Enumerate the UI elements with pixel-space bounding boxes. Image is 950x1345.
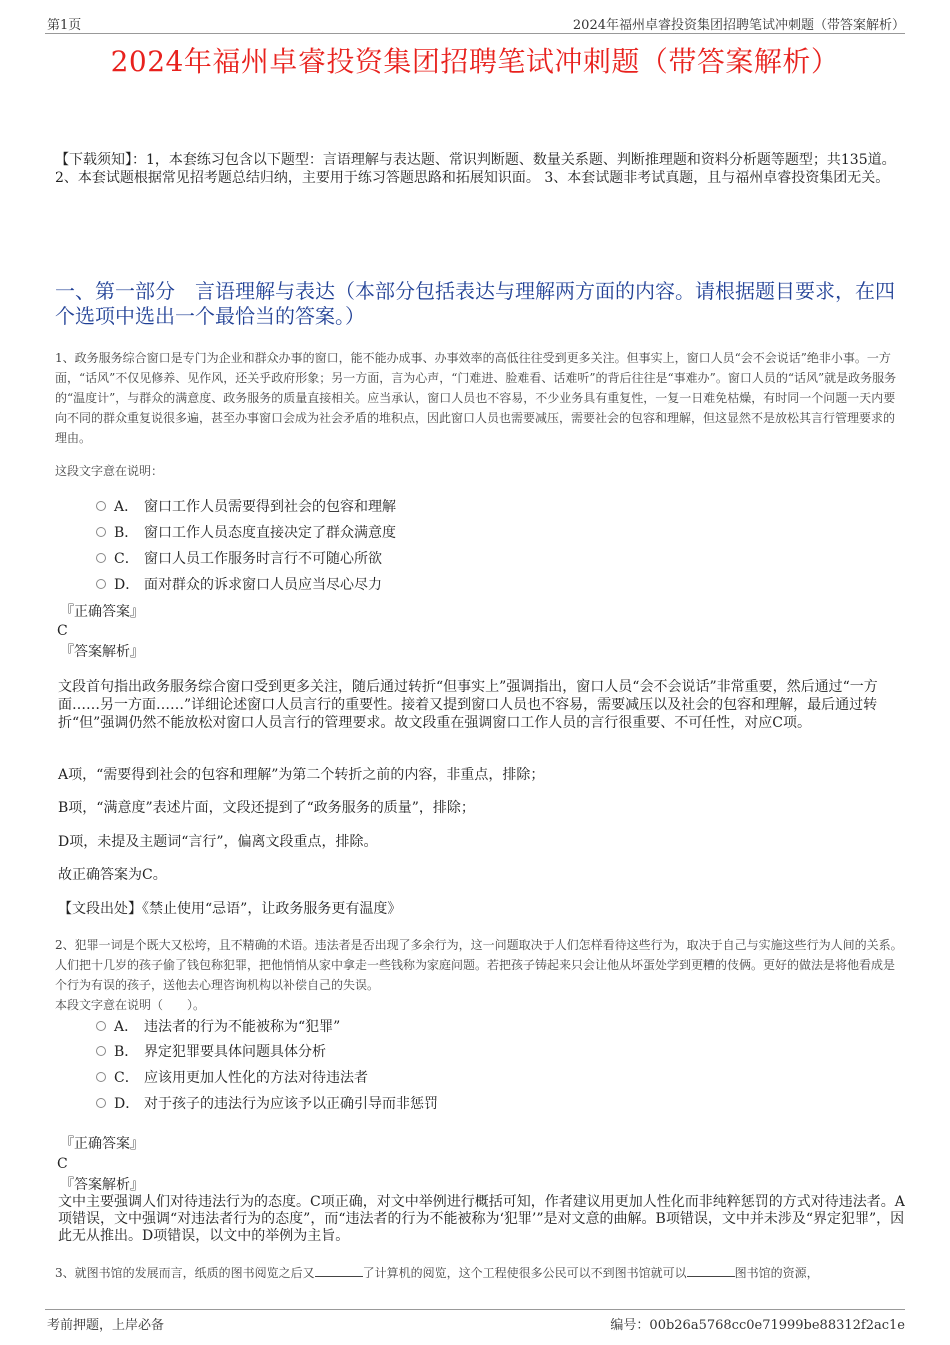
- option-text: 违法者的行为不能被称为“犯罪”: [144, 1019, 341, 1035]
- question-1-analysis-b: B项，“满意度”表述片面，文段还提到了“政务服务的质量”，排除；: [58, 800, 475, 816]
- question-2-option-c[interactable]: [96, 1069, 368, 1087]
- option-letter: B．: [114, 525, 139, 541]
- option-text: 界定犯罪要具体问题具体分析: [144, 1044, 326, 1060]
- question-1-analysis-a: A项，“需要得到社会的包容和理解”为第二个转折之前的内容，非重点，排除；: [58, 767, 545, 783]
- option-letter: C．: [114, 1070, 139, 1086]
- question-2-analysis: 文中主要强调人们对待违法行为的态度。C项正确，对文中举例进行概括可知，作者建议用更加人性化而非纯粹惩罚的方式对待违法者。A项错误，文中强调“对违法者行为的态度”，而“违法者的行为不能被称为‘犯罪’”是对文意的曲解。B项错误，文中并未涉及“界定犯罪”，因此无从推出。D项错误，以文中的举例为主旨。: [58, 1194, 905, 1244]
- question-2-answer-label: 『正确答案』: [60, 1136, 144, 1152]
- question-1-option-d[interactable]: [96, 576, 382, 594]
- question-1-answer: C: [57, 623, 68, 639]
- radio-icon[interactable]: [96, 553, 106, 563]
- question-1-answer-label: 『正确答案』: [60, 604, 144, 620]
- footer-slogan: 考前押题，上岸必备: [47, 1318, 165, 1333]
- option-letter: D．: [114, 1096, 140, 1112]
- option-text: 窗口人员工作服务时言行不可随心所欲: [144, 551, 382, 567]
- question-2-option-d[interactable]: [96, 1095, 438, 1113]
- question-1-analysis-label: 『答案解析』: [60, 644, 144, 660]
- radio-icon[interactable]: [96, 1072, 106, 1082]
- option-text: 应该用更加人性化的方法对待违法者: [144, 1070, 368, 1086]
- question-2-option-a[interactable]: [96, 1018, 340, 1036]
- radio-icon[interactable]: [96, 1046, 106, 1056]
- option-letter: C．: [114, 551, 139, 567]
- header-doc-title: 2024年福州卓睿投资集团招聘笔试冲刺题（带答案解析）: [572, 18, 905, 33]
- question-2-analysis-label: 『答案解析』: [60, 1177, 144, 1193]
- option-text: 面对群众的诉求窗口人员应当尽心尽力: [144, 577, 382, 593]
- header-divider: [45, 33, 905, 34]
- radio-icon[interactable]: [96, 579, 106, 589]
- page-title: 2024年福州卓睿投资集团招聘笔试冲刺题（带答案解析）: [110, 45, 840, 78]
- option-text: 窗口工作人员态度直接决定了群众满意度: [144, 525, 396, 541]
- page-number: 第1页: [47, 18, 82, 33]
- question-3-stem-part-2: 了计算机的阅览，这个工程使很多公民可以不到图书馆就可以: [362, 1266, 687, 1280]
- question-3-stem: [55, 1263, 915, 1283]
- question-1-option-a[interactable]: [96, 498, 396, 516]
- footer-divider: [45, 1309, 905, 1310]
- option-letter: A．: [114, 499, 139, 515]
- radio-icon[interactable]: [96, 527, 106, 537]
- question-1-conclusion: 故正确答案为C。: [58, 867, 167, 883]
- section-heading: 一、第一部分 言语理解与表达（本部分包括表达与理解两方面的内容。请根据题目要求，在四个选项中选出一个最恰当的答案。）: [55, 279, 895, 328]
- option-letter: B．: [114, 1044, 139, 1060]
- fill-blank[interactable]: [315, 1264, 363, 1277]
- question-3-stem-part-3: 图书馆的资源，: [734, 1266, 819, 1280]
- question-2-stem: 2、犯罪一词是个既大又松垮，且不精确的术语。违法者是否出现了多余行为，这一问题取决于人们怎样看待这些行为，取决于自己与实施这些行为人间的关系。人们把十几岁的孩子偷了钱包称犯罪，把他悄悄从家中拿走一些钱称为家庭问题。若把孩子铸起来只会让他从坏蛋处学到更糟的伎俩。更好的做法是将他看成是个行为有误的孩子，送他去心理咨询机构以补偿自己的失误。: [55, 938, 903, 992]
- option-text: 窗口工作人员需要得到社会的包容和理解: [144, 499, 396, 515]
- option-letter: D．: [114, 577, 140, 593]
- question-1-analysis-main: 文段首句指出政务服务综合窗口受到更多关注，随后通过转折“但事实上”强调指出，窗口人员“会不会说话”非常重要，然后通过“一方面……另一方面……”详细论述窗口人员言行的重要性。接着又提到窗口人员也不容易，需要减压以及社会的包容和理解，最后通过转折“但”强调仍然不能放松对窗口人员言行的管理要求。故文段重在强调窗口工作人员的言行很重要、不可任性，对应C项。: [58, 679, 878, 731]
- fill-blank[interactable]: [687, 1264, 735, 1277]
- question-2-answer: C: [57, 1156, 68, 1172]
- radio-icon[interactable]: [96, 1021, 106, 1031]
- question-3-stem-part-1: 3、就图书馆的发展而言，纸质的图书阅览之后又: [55, 1266, 315, 1280]
- option-letter: A．: [114, 1019, 139, 1035]
- question-2-option-b[interactable]: [96, 1043, 326, 1061]
- question-1-stem: 1、政务服务综合窗口是专门为企业和群众办事的窗口，能不能办成事、办事效率的高低往往受到更多关注。但事实上，窗口人员“会不会说话”绝非小事。一方面，“话风”不仅见修养、见作风，还关乎政府形象；另一方面，言为心声，“门难进、脸难看、话难听”的背后往往是“事难办”。窗口人员的“话风”就是政务服务的“温度计”，与群众的满意度、政务服务的质量直接相关。应当承认，窗口人员也不容易，不少业务具有重复性，一复一日难免枯燥，有时同一个问题一天内要向不同的群众重复说很多遍，甚至办事窗口会成为社会矛盾的堆积点，因此窗口人员也需要减压，需要社会的包容和理解，但这显然不是放松其言行管理要求的理由。: [55, 351, 897, 445]
- radio-icon[interactable]: [96, 501, 106, 511]
- question-1-source: 【文段出处】《禁止使用“忌语”，让政务服务更有温度》: [58, 901, 402, 917]
- footer-serial-number: 编号：00b26a5768cc0e71999be88312f2ac1e: [610, 1318, 905, 1333]
- question-1-option-b[interactable]: [96, 524, 396, 542]
- question-1-analysis-d: D项，未提及主题词“言行”，偏离文段重点，排除。: [58, 834, 378, 850]
- question-1-ask: 这段文字意在说明：: [55, 464, 164, 478]
- radio-icon[interactable]: [96, 1098, 106, 1108]
- download-notice: 【下载须知】：1，本套练习包含以下题型：言语理解与表达题、常识判断题、数量关系题、判断推理题和资料分析题等题型；共135道。 2、本套试题根据常见招考题总结归纳，主要用于练习答题思路和拓展知识面。 3、本套试题非考试真题，且与福州卓睿投资集团无关。: [55, 152, 896, 186]
- question-1-option-c[interactable]: [96, 550, 382, 568]
- option-text: 对于孩子的违法行为应该予以正确引导而非惩罚: [144, 1096, 438, 1112]
- question-2-ask: 本段文字意在说明（ ）。: [55, 998, 206, 1012]
